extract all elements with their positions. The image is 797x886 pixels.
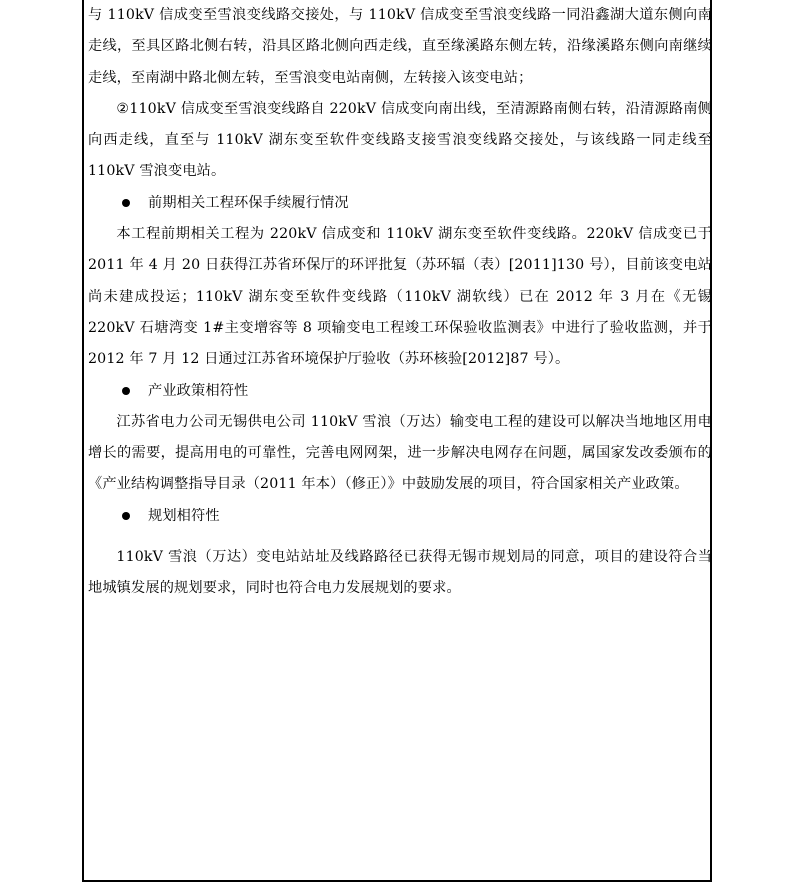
paragraph-gap: [88, 532, 712, 542]
bullet-icon: [122, 199, 130, 207]
paragraph-prior-projects: 本工程前期相关工程为 220kV 信成变和 110kV 湖东变至软件变线路。220kV 信成变已于 2011 年 4 月 20 日获得江苏省环保厅的环评批复（苏环辐（表）[2011]130 号），目前该变电站尚未建成投运；110kV 湖东变至软件变线路（110kV 湖软线）已在 2012 年 3 月在《无锡 220kV 石塘湾变 1#主变增容等 8 项输变电工程竣工环保验收监测表》中进行了验收监测，并于 2012 年 7 月 12 日通过江苏省环境保护厅验收（苏环核验[2012]87 号）。: [88, 226, 712, 368]
heading-industry-policy: [88, 376, 712, 407]
bullet-icon: [122, 387, 130, 395]
document-body: [88, 0, 712, 605]
heading-text: 前期相关工程环保手续履行情况: [148, 194, 349, 211]
paragraph-route-2: ②110kV 信成变至雪浪变线路自 220kV 信成变向南出线，至清源路南侧右转，沿清源路南侧向西走线，直至与 110kV 湖东变至软件变线路支接雪浪变线路交接处，与该线路一同走线至 110kV 雪浪变电站。: [88, 100, 712, 180]
heading-text: 规划相符性: [148, 507, 220, 524]
bullet-icon: [122, 512, 130, 520]
heading-text: 产业政策相符性: [148, 382, 249, 399]
paragraph-industry-policy: 江苏省电力公司无锡供电公司 110kV 雪浪（万达）输变电工程的建设可以解决当地地区用电增长的需要，提高用电的可靠性，完善电网网架，进一步解决电网存在问题，属国家发改委颁布的《产业结构调整指导目录（2011 年本）（修正）》中鼓励发展的项目，符合国家相关产业政策。: [88, 413, 712, 493]
paragraph-route-continued: 与 110kV 信成变至雪浪变线路交接处，与 110kV 信成变至雪浪变线路一同沿鑫湖大道东侧向南走线，至具区路北侧右转，沿具区路北侧向西走线，直至缘溪路东侧左转，沿缘溪路东侧向南继续走线，至南湖中路北侧左转，至雪浪变电站南侧，左转接入该变电站；: [88, 7, 712, 86]
paragraph-planning: 110kV 雪浪（万达）变电站站址及线路路径已获得无锡市规划局的同意，项目的建设符合当地城镇发展的规划要求，同时也符合电力发展规划的要求。: [88, 549, 712, 597]
heading-planning: [88, 501, 712, 532]
heading-prior-projects: [88, 188, 712, 219]
